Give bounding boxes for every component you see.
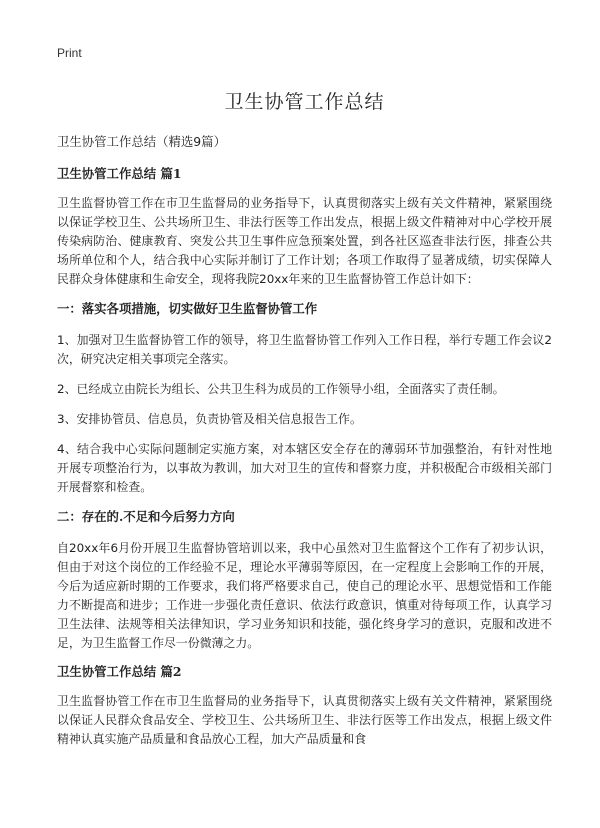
list-item: 4、结合我中心实际问题制定实施方案，对本辖区安全存在的薄弱环节加强整治，有针对性地开展专项整治行为，以事故为教训，加大对卫生的宣传和督察力度，并积极配合市级相关部门开展督察和检查。 xyxy=(57,442,552,494)
print-link[interactable]: Print xyxy=(57,46,82,60)
section-2-intro: 卫生监督协管工作在市卫生监督局的业务指导下，认真贯彻落实上级有关文件精神，紧紧围绕以保证人民群众食品安全、学校卫生、公共场所卫生、非法行医等工作出发点，根据上级文件精神认真实施产品质量和食品放心工程，加大产品质量和食 xyxy=(57,694,552,746)
list-item: 1、加强对卫生监督协管工作的领导，将卫生监督协管工作列入工作日程，举行专题工作会议2次，研究决定相关事项完全落实。 xyxy=(57,333,552,366)
list-item: 3、安排协管员、信息员，负责协管及相关信息报告工作。 xyxy=(57,412,362,426)
section-1-heading: 卫生协管工作总结 篇1 xyxy=(57,166,182,181)
document-title: 卫生协管工作总结 xyxy=(224,91,385,113)
section-1-body-2: 自20xx年6月份开展卫生监督协管培训以来，我中心虽然对卫生监督这个工作有了初步认识，但由于对这个岗位的工作经验不足，理论水平薄弱等原因，在一定程度上会影响工作的开展，今后为适应新时期的工作要求，我们将严格要求自己，使自己的理论水平、思想觉悟和工作能力不断提高和进步；工作进一步强化责任意识、依法行政意识，慎重对待每项工作，认真学习卫生法律、法规等相关法律知识，学习业务知识和技能，强化终身学习的意识，克服和改进不足，为卫生监督工作尽一份微薄之力。 xyxy=(57,541,552,650)
list-item: 2、已经成立由院长为组长、公共卫生科为成员的工作领导小组，全面落实了责任制。 xyxy=(57,382,505,396)
section-1-intro: 卫生监督协管工作在市卫生监督局的业务指导下，认真贯彻落实上级有关文件精神，紧紧围绕以保证学校卫生、公共场所卫生、非法行医等工作出发点，根据上级文件精神对中心学校开展传染病防治、健康教育、突发公共卫生事件应急预案处置，到各社区巡查非法行医，排查公共场所单位和个人，结合我中心实际并制订了工作计划；各项工作取得了显著成绩，切实保障人民群众身体健康和生命安全，现将我院20xx年来的卫生监督协管工作总计如下： xyxy=(57,196,552,286)
document-subtitle: 卫生协管工作总结（精选9篇） xyxy=(57,134,226,149)
section-2-heading: 卫生协管工作总结 篇2 xyxy=(57,664,182,679)
section-1-subheading-1: 一：落实各项措施，切实做好卫生监督协管工作 xyxy=(57,301,318,316)
section-1-subheading-2: 二：存在的.不足和今后努力方向 xyxy=(57,509,235,524)
